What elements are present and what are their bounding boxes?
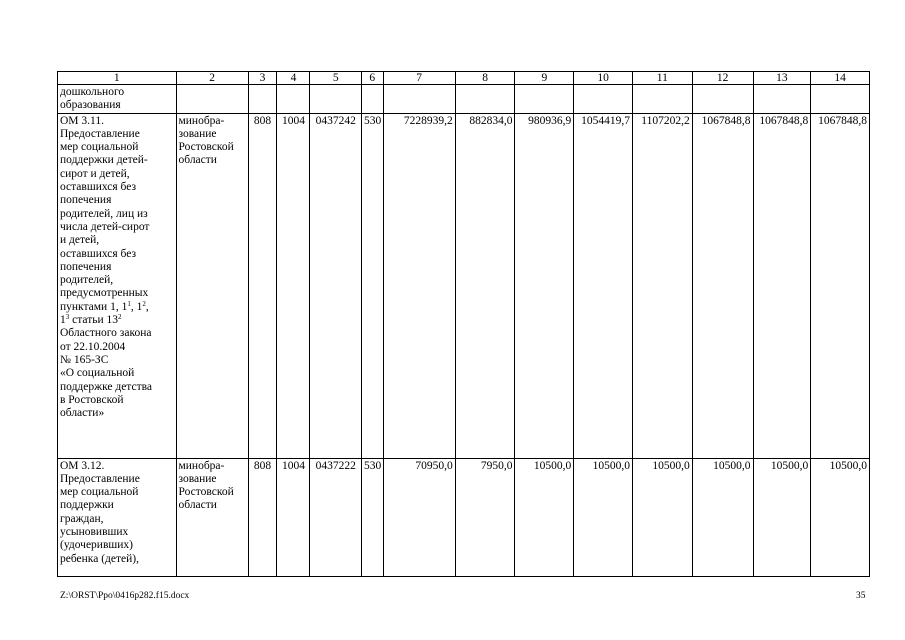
table-cell [811,85,870,114]
amount-cell: 7950,0 [455,458,515,576]
expense-type-cell: 530 [361,113,383,458]
amount-cell: 10500,0 [515,458,574,576]
column-number: 8 [455,72,515,85]
amount-cell: 1054419,7 [574,113,633,458]
activity-text: ОМ 3.11. Предоставление мер социальной поддержки детей- сирот и детей, оставшихся без попечения родителей, лиц из числа детей-сирот и детей, оставшихся без попечения родителей, предусмотренных пунктами 1, 1 [60,114,150,313]
column-number: 2 [176,72,248,85]
expense-type-cell: 530 [361,458,383,576]
activity-text: Областного закона от 22.10.2004 № 165-ЗС «О социальной поддержке детства в Ростовской области» [60,327,152,420]
amount-cell: 10500,0 [632,458,692,576]
activity-name-cell: дошкольного образования [58,85,177,114]
section-code-cell: 1004 [277,113,310,458]
table-row [58,85,870,114]
column-number: 14 [811,72,870,85]
amount-cell: 10500,0 [692,458,753,576]
amount-cell: 1067848,8 [753,113,811,458]
amount-cell: 1067848,8 [692,113,753,458]
column-number: 10 [574,72,633,85]
table-row [58,458,870,576]
column-number: 3 [248,72,277,85]
table-cell [310,85,362,114]
table-cell [176,85,248,114]
amount-cell: 1067848,8 [811,113,870,458]
table-row [58,113,870,458]
superscript: 1 [127,299,131,308]
column-number-row [58,72,870,85]
column-number: 4 [277,72,310,85]
amount-cell: 7228939,2 [383,113,455,458]
table-cell [248,85,277,114]
amount-cell: 10500,0 [811,458,870,576]
amount-cell: 882834,0 [455,113,515,458]
target-article-cell: 0437242 [310,113,362,458]
table-cell [753,85,811,114]
table-cell [383,85,455,114]
activity-text: , 1 [60,300,149,327]
column-number: 9 [515,72,574,85]
executor-cell: минобра- зование Ростовской области [176,113,248,458]
amount-cell: 980936,9 [515,113,574,458]
amount-cell: 10500,0 [753,458,811,576]
column-number: 13 [753,72,811,85]
superscript: 3 [65,313,70,322]
column-number: 1 [58,72,177,85]
grbs-code-cell: 808 [248,113,277,458]
grbs-code-cell: 808 [248,458,277,576]
executor-cell: минобра- зование Ростовской области [176,458,248,576]
table-cell [692,85,753,114]
column-number: 12 [692,72,753,85]
table-cell [574,85,633,114]
amount-cell: 1107202,2 [632,113,692,458]
target-article-cell: 0437222 [310,458,362,576]
budget-table [57,71,870,577]
table-cell [361,85,383,114]
activity-text: статьи 13 [69,314,119,327]
table-cell [515,85,574,114]
section-code-cell: 1004 [277,458,310,576]
column-number: 7 [383,72,455,85]
column-number: 11 [632,72,692,85]
table-cell [455,85,515,114]
amount-cell: 10500,0 [574,458,633,576]
amount-cell: 70950,0 [383,458,455,576]
table-cell [632,85,692,114]
table-cell [277,85,310,114]
activity-text: , 1 [130,300,143,313]
page-number: 35 [856,591,866,601]
activity-name-cell [58,113,177,458]
column-number: 5 [310,72,362,85]
file-path-footer: Z:\ORST\Ppo\0416p282.f15.docx [60,591,190,601]
activity-name-cell: ОМ 3.12. Предоставление мер социальной поддержки граждан, усыновивших (удочеривших) ребенка (детей), [58,458,177,576]
column-number: 6 [361,72,383,85]
superscript: 2 [118,313,122,322]
superscript: 2 [142,299,146,308]
